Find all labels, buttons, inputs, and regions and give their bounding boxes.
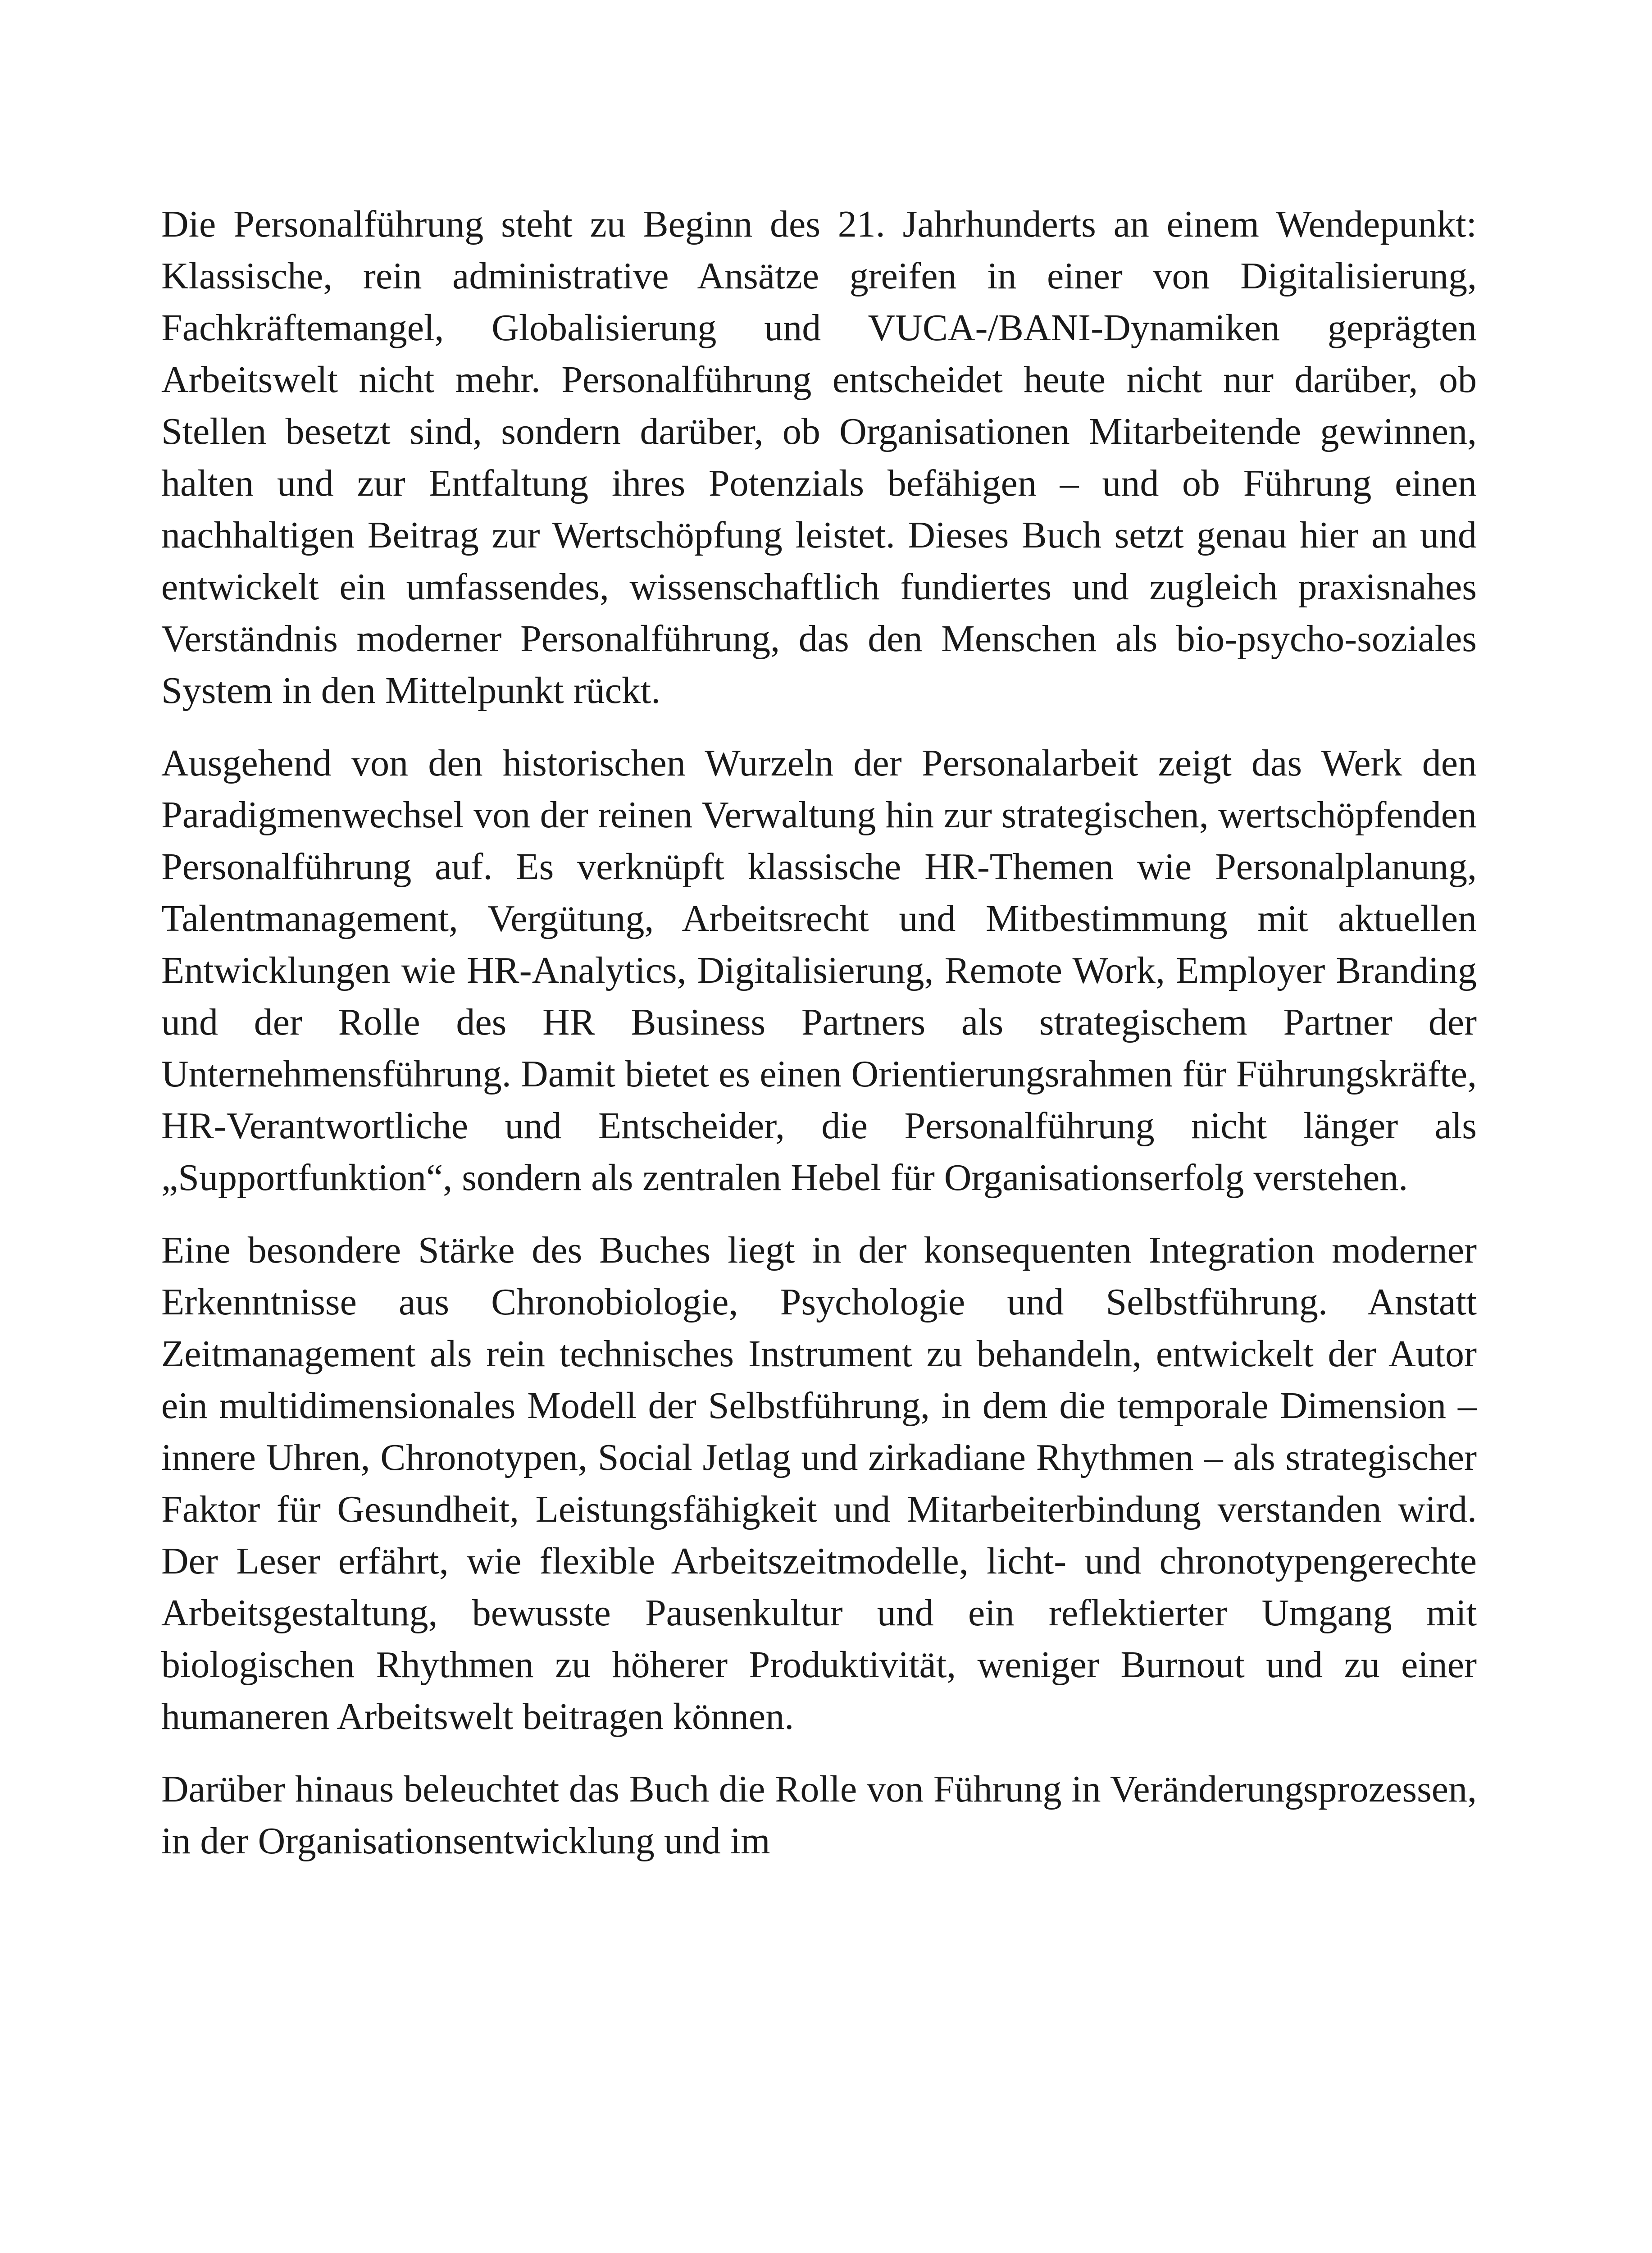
body-text — [161, 198, 1477, 1867]
paragraph-intro: Die Personalführung steht zu Beginn des 21. Jahrhunderts an einem Wendepunkt: Klassische, rein administrative Ansätze greifen in einer von Digitalisierung, Fachkräftemangel, Globalisierung und VUCA-/BANI-Dynamiken geprägten Arbeitswelt nicht mehr. Personalführung entscheidet heute nicht nur darüber, ob Stellen besetzt sind, sondern darüber, ob Organisationen Mitarbeitende gewinnen, halten und zur Entfaltung ihres Potenzials befähigen – und ob Führung einen nachhaltigen Beitrag zur Wertschöpfung leistet. Dieses Buch setzt genau hier an und entwickelt ein umfassendes, wissenschaftlich fundiertes und zugleich praxisnahes Verständnis moderner Personalführung, das den Menschen als bio-psycho-soziales System in den Mittelpunkt rückt. — [161, 203, 1477, 711]
paragraph-change-processes: Darüber hinaus beleuchtet das Buch die Rolle von Führung in Veränderungsprozessen, in der Organisationsentwicklung und im — [161, 1768, 1477, 1862]
paragraph-chronobiology: Eine besondere Stärke des Buches liegt in der konsequenten Integration moderner Erkenntnisse aus Chronobiologie, Psychologie und Selbstführung. Anstatt Zeitmanagement als rein technisches Instrument zu behandeln, entwickelt der Autor ein multidimensionales Modell der Selbstführung, in dem die temporale Dimension – innere Uhren, Chronotypen, Social Jetlag und zirkadiane Rhythmen – als strategischer Faktor für Gesundheit, Leistungsfähigkeit und Mitarbeiterbindung verstanden wird. Der Leser erfährt, wie flexible Arbeitszeitmodelle, licht- und chronotypengerechte Arbeitsgestaltung, bewusste Pausenkultur und ein reflektierter Umgang mit biologischen Rhythmen zu höherer Produktivität, weniger Burnout und zu einer humaneren Arbeitswelt beitragen können. — [161, 1229, 1477, 1738]
paragraph-historical-roots: Ausgehend von den historischen Wurzeln der Personalarbeit zeigt das Werk den Paradigmenwechsel von der reinen Verwaltung hin zur strategischen, wertschöpfenden Personalführung auf. Es verknüpft klassische HR-Themen wie Personalplanung, Talentmanagement, Vergütung, Arbeitsrecht und Mitbestimmung mit aktuellen Entwicklungen wie HR-Analytics, Digitalisierung, Remote Work, Employer Branding und der Rolle des HR Business Partners als strategischem Partner der Unternehmensführung. Damit bietet es einen Orientierungsrahmen für Führungskräfte, HR-Verantwortliche und Entscheider, die Personalführung nicht länger als „Supportfunktion“, sondern als zentralen Hebel für Organisationserfolg verstehen. — [161, 742, 1477, 1199]
